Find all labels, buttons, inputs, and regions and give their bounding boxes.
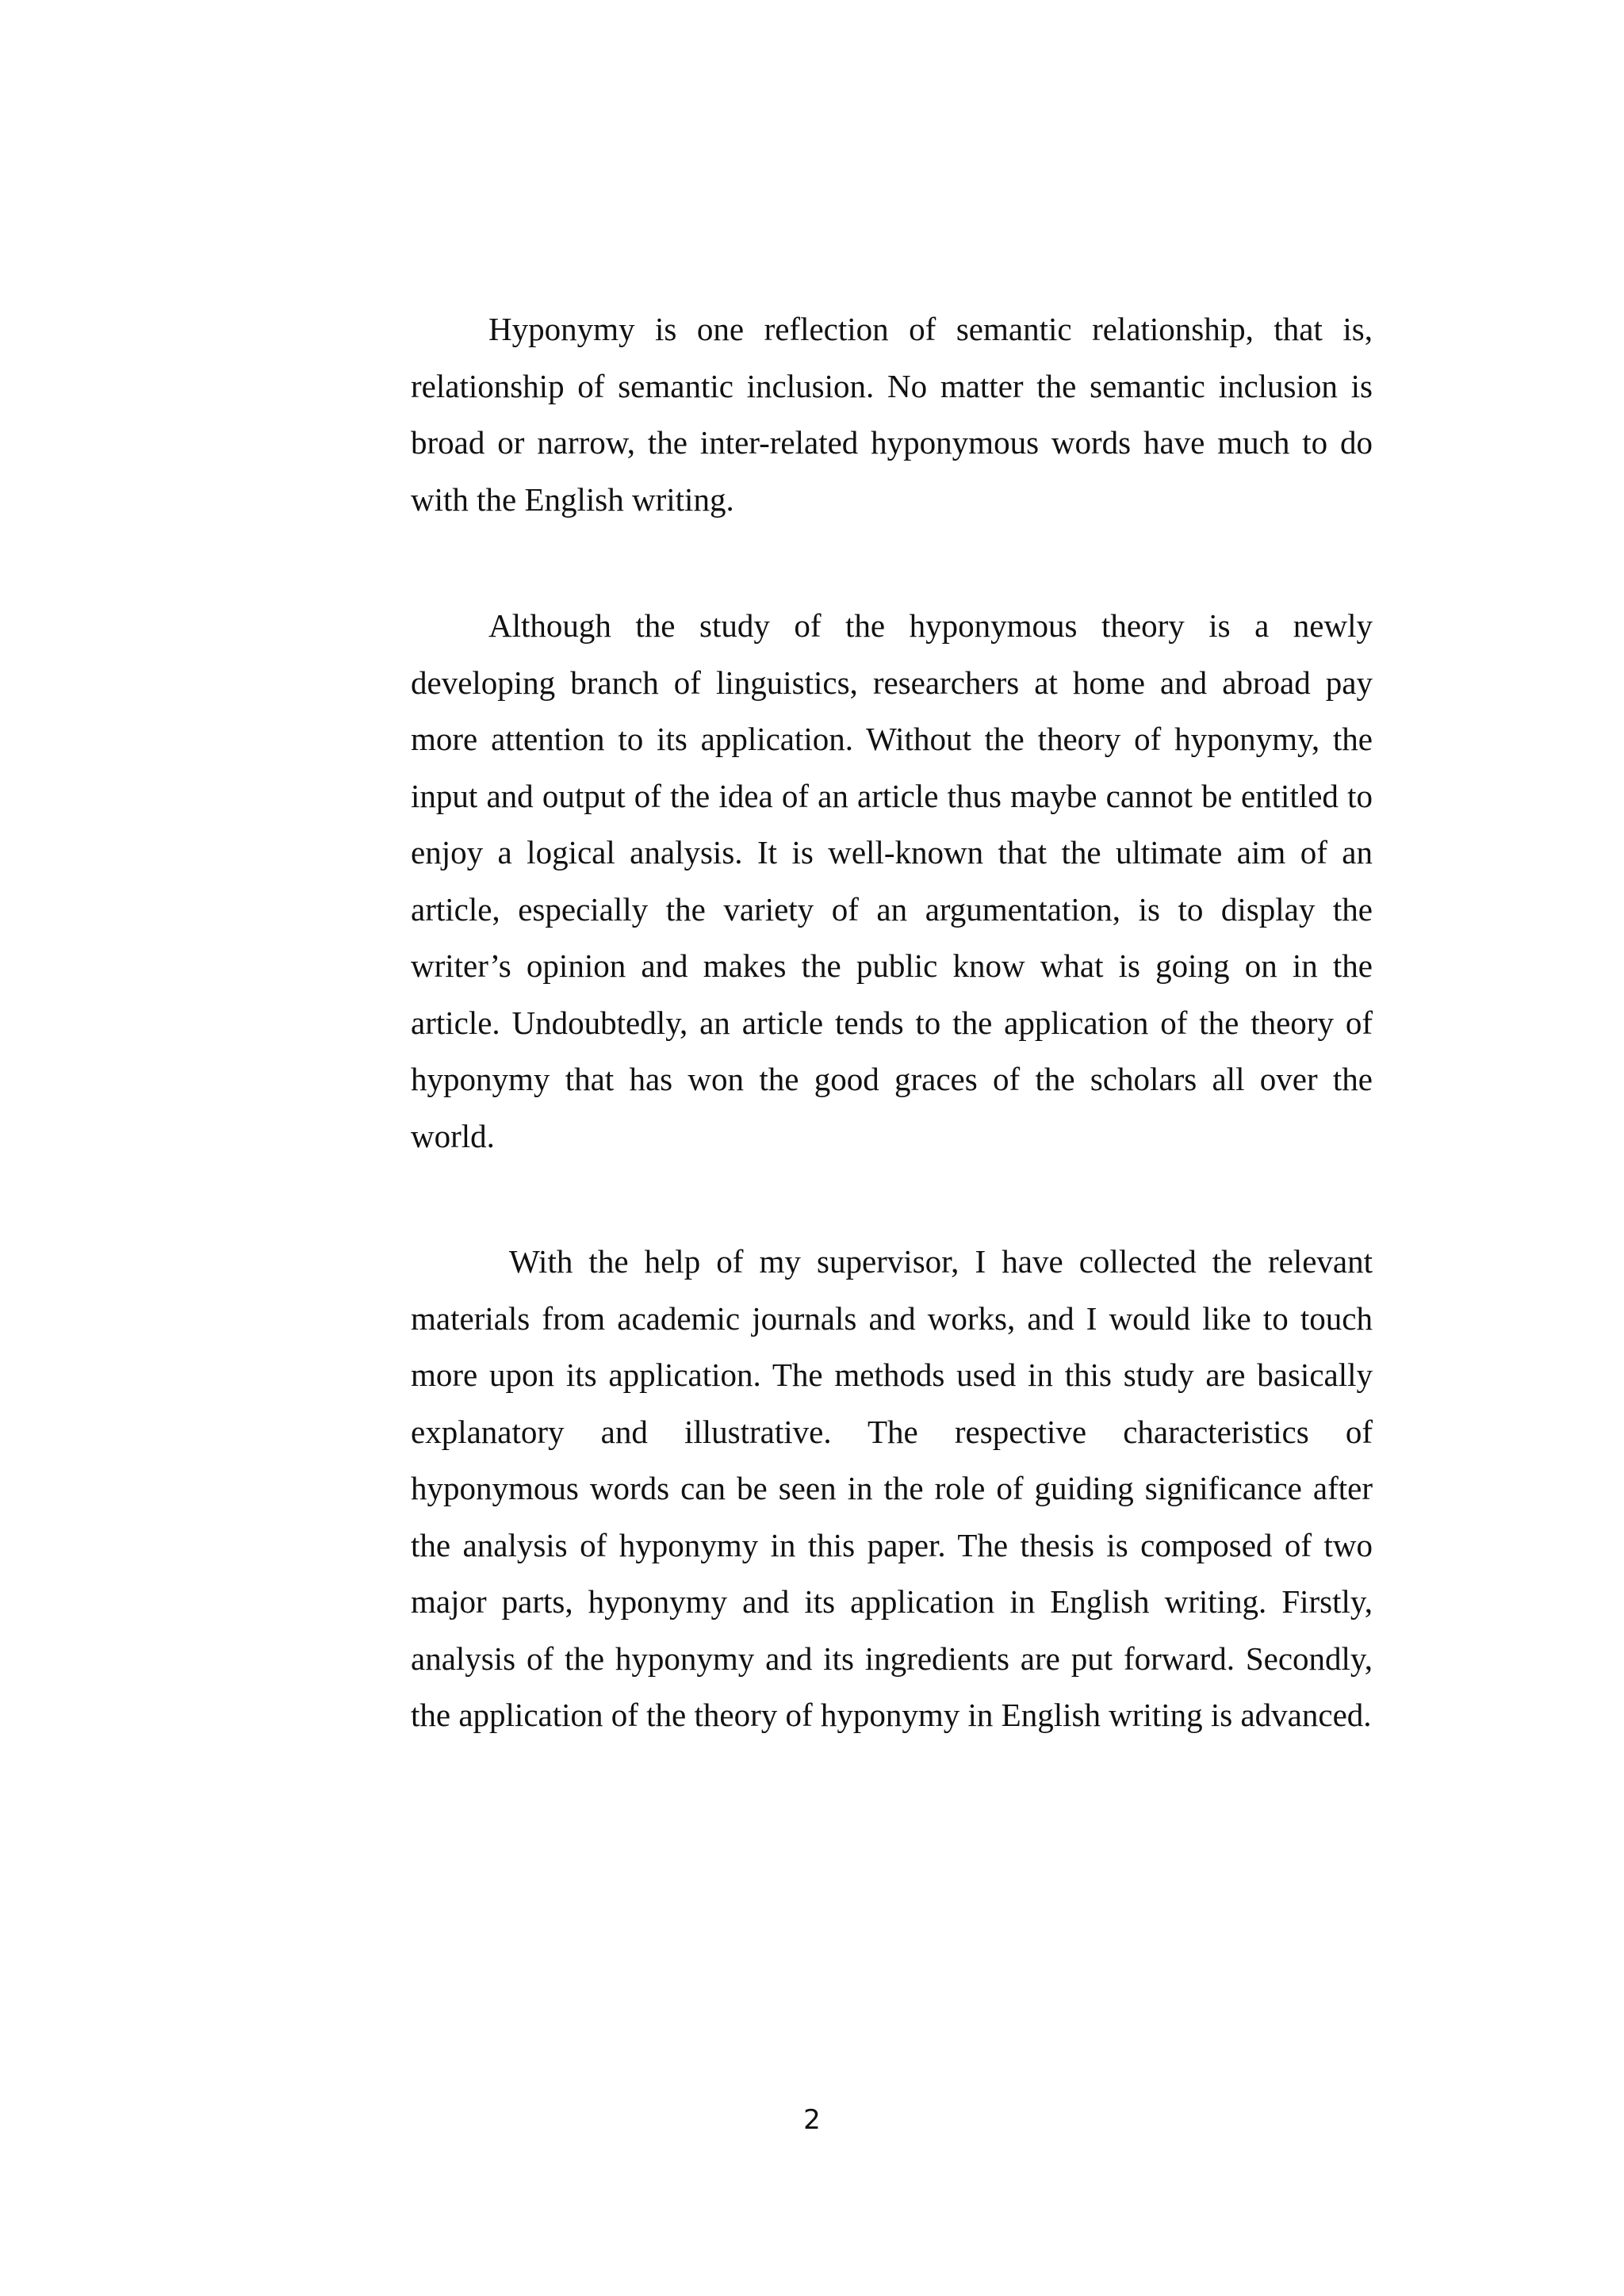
page-number: 2 [803, 2104, 821, 2136]
paragraph-1: Hyponymy is one reflection of semantic relationship, that is, relationship of semantic inclusion. No matter the semantic inclusion is broad or narrow, the inter-related hyponymous words have much to do with the English writing. [411, 311, 1373, 518]
paragraph-3: With the help of my supervisor, I have collected the relevant materials from academic journals and works, and I would like to touch more upon its application. The methods used in this study are basically explanatory and illustrative. The respective characteristics of hyponymous words can be seen in the role of guiding significance after the analysis of hyponymy in this paper. The thesis is composed of two major parts, hyponymy and its application in English writing. Firstly, analysis of the hyponymy and its ingredients are put forward. Secondly, the application of the theory of hyponymy in English writing is advanced. [411, 1243, 1373, 1733]
paragraph-2: Although the study of the hyponymous theory is a newly developing branch of linguistics, researchers at home and abroad pay more attention to its application. Without the theory of hyponymy, the input and output of the idea of an article thus maybe cannot be entitled to enjoy a logical analysis. It is well-known that the ultimate aim of an article, especially the variety of an argumentation, is to display the writer’s opinion and makes the public know what is going on in the article. Undoubtedly, an article tends to the application of the theory of hyponymy that has won the good graces of the scholars all over the world. [411, 607, 1373, 1154]
